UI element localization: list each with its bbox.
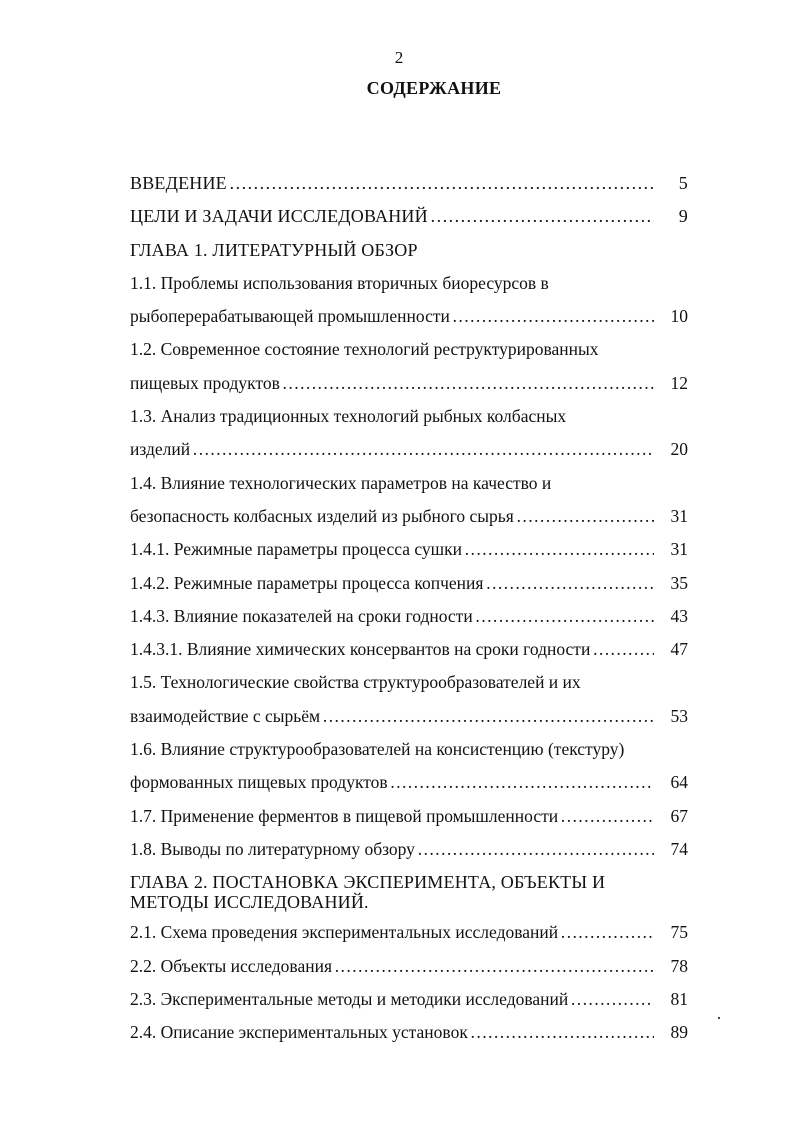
toc-entry (130, 173, 688, 206)
toc-dot-leader (417, 839, 654, 860)
page-number: 2 (394, 48, 404, 67)
toc-entry-title: взаимодействие с сырьём (130, 705, 321, 726)
toc-dot-leader (282, 373, 654, 394)
toc-page-number: 20 (670, 439, 688, 460)
toc-page-number: 74 (670, 838, 688, 859)
toc-entry-title: ГЛАВА 1. ЛИТЕРАТУРНЫЙ ОБЗОР (130, 239, 418, 260)
toc-entry-title: ЦЕЛИ И ЗАДАЧИ ИССЛЕДОВАНИЙ (130, 206, 428, 227)
toc-entry-title: изделий (130, 439, 191, 460)
toc-page-number: 47 (670, 639, 688, 660)
toc-page-number: 9 (678, 206, 688, 227)
toc-entry-title: 2.4. Описание экспериментальных установок (130, 1022, 468, 1043)
toc-entry (130, 672, 688, 705)
toc-entry (130, 439, 688, 472)
toc-entry (130, 922, 688, 955)
toc-entry (130, 772, 688, 805)
toc-page-number: 75 (670, 922, 688, 943)
toc-entry (130, 406, 688, 439)
toc-entry (130, 539, 688, 572)
toc-entry (130, 206, 688, 239)
toc-entry-title: 1.6. Влияние структурообразователей на консистенцию (текстуру) (130, 739, 625, 760)
toc-entry (130, 339, 688, 372)
toc-entry-title: 1.2. Современное состояние технологий реструктурированных (130, 339, 599, 360)
toc-page-number: 31 (670, 505, 688, 526)
toc-dot-leader (390, 772, 654, 793)
toc-dot-leader (452, 306, 654, 327)
toc-entry (130, 506, 688, 539)
toc-entry-title: 1.7. Применение ферментов в пищевой промышленности (130, 805, 559, 826)
toc-page-number: 5 (678, 173, 688, 193)
toc-entry-title: 1.4.1. Режимные параметры процесса сушки (130, 539, 463, 560)
toc-page-number: 67 (670, 805, 688, 826)
toc-entry-title: рыбоперерабатывающей промышленности (130, 306, 450, 327)
table-of-contents (130, 173, 688, 1055)
toc-dot-leader (516, 506, 654, 527)
toc-entry-title: 1.3. Анализ традиционных технологий рыбных колбасных (130, 406, 567, 427)
toc-entry (130, 839, 688, 872)
toc-dot-leader (192, 439, 654, 460)
toc-entry-title: 1.5. Технологические свойства структурообразователей и их (130, 672, 581, 693)
toc-entry-title: безопасность колбасных изделий из рыбного сырья (130, 505, 514, 526)
toc-dot-leader (334, 956, 654, 977)
toc-entry (130, 989, 688, 1022)
toc-entry-title: пищевых продуктов (130, 372, 280, 393)
toc-entry (130, 806, 688, 839)
toc-page-number: 35 (670, 572, 688, 593)
toc-dot-leader (485, 573, 654, 594)
toc-entry-title: 1.4. Влияние технологических параметров на качество и (130, 472, 552, 493)
toc-entry (130, 956, 688, 989)
toc-dot-leader (430, 206, 654, 227)
toc-entry-title: 1.4.2. Режимные параметры процесса копчения (130, 572, 484, 593)
toc-page-number: 10 (670, 306, 688, 327)
toc-entry-title: 2.1. Схема проведения экспериментальных исследований (130, 922, 559, 943)
toc-entry-title: 1.1. Проблемы использования вторичных биоресурсов в (130, 272, 549, 293)
toc-entry (130, 872, 688, 892)
toc-dot-leader (464, 539, 654, 560)
toc-dot-leader (470, 1022, 654, 1043)
toc-entry-title: 1.4.3.1. Влияние химических консервантов на сроки годности (130, 639, 591, 660)
toc-entry (130, 473, 688, 506)
toc-page-number: 31 (670, 539, 688, 560)
toc-entry-title: формованных пищевых продуктов (130, 772, 388, 793)
toc-page-number: 78 (670, 955, 688, 976)
toc-dot-leader (322, 706, 654, 727)
toc-page-number: 43 (670, 605, 688, 626)
toc-entry (130, 892, 688, 922)
toc-dot-leader (229, 173, 654, 194)
toc-entry (130, 240, 688, 273)
toc-entry-title: 1.8. Выводы по литературному обзору (130, 838, 415, 859)
toc-entry-title: ВВЕДЕНИЕ (130, 173, 227, 193)
toc-page-number: 53 (670, 705, 688, 726)
toc-dot-leader (592, 639, 654, 660)
toc-entry-title: МЕТОДЫ ИССЛЕДОВАНИЙ. (130, 892, 369, 913)
toc-entry-title: 2.3. Экспериментальные методы и методики исследований (130, 988, 569, 1009)
toc-entry (130, 639, 688, 672)
toc-entry (130, 739, 688, 772)
page-title: СОДЕРЖАНИЕ (366, 78, 502, 98)
toc-entry (130, 1022, 688, 1055)
toc-dot-leader (475, 606, 654, 627)
toc-entry (130, 273, 688, 306)
toc-entry-title: 2.2. Объекты исследования (130, 955, 333, 976)
toc-page-number: 64 (670, 772, 688, 793)
toc-entry (130, 606, 688, 639)
toc-dot-leader (560, 922, 654, 943)
toc-page-number: 81 (670, 988, 688, 1009)
toc-entry (130, 706, 688, 739)
toc-page-number: 12 (670, 372, 688, 393)
toc-entry (130, 373, 688, 406)
toc-entry (130, 306, 688, 339)
toc-dot-leader (570, 989, 654, 1010)
toc-page-number: 89 (670, 1022, 688, 1043)
toc-entry-title: 1.4.3. Влияние показателей на сроки годности (130, 605, 473, 626)
toc-dot-leader (560, 806, 654, 827)
toc-entry (130, 573, 688, 606)
toc-entry-title: ГЛАВА 2. ПОСТАНОВКА ЭКСПЕРИМЕНТА, ОБЪЕКТЫ И (130, 872, 606, 893)
scan-speck (718, 1017, 720, 1019)
